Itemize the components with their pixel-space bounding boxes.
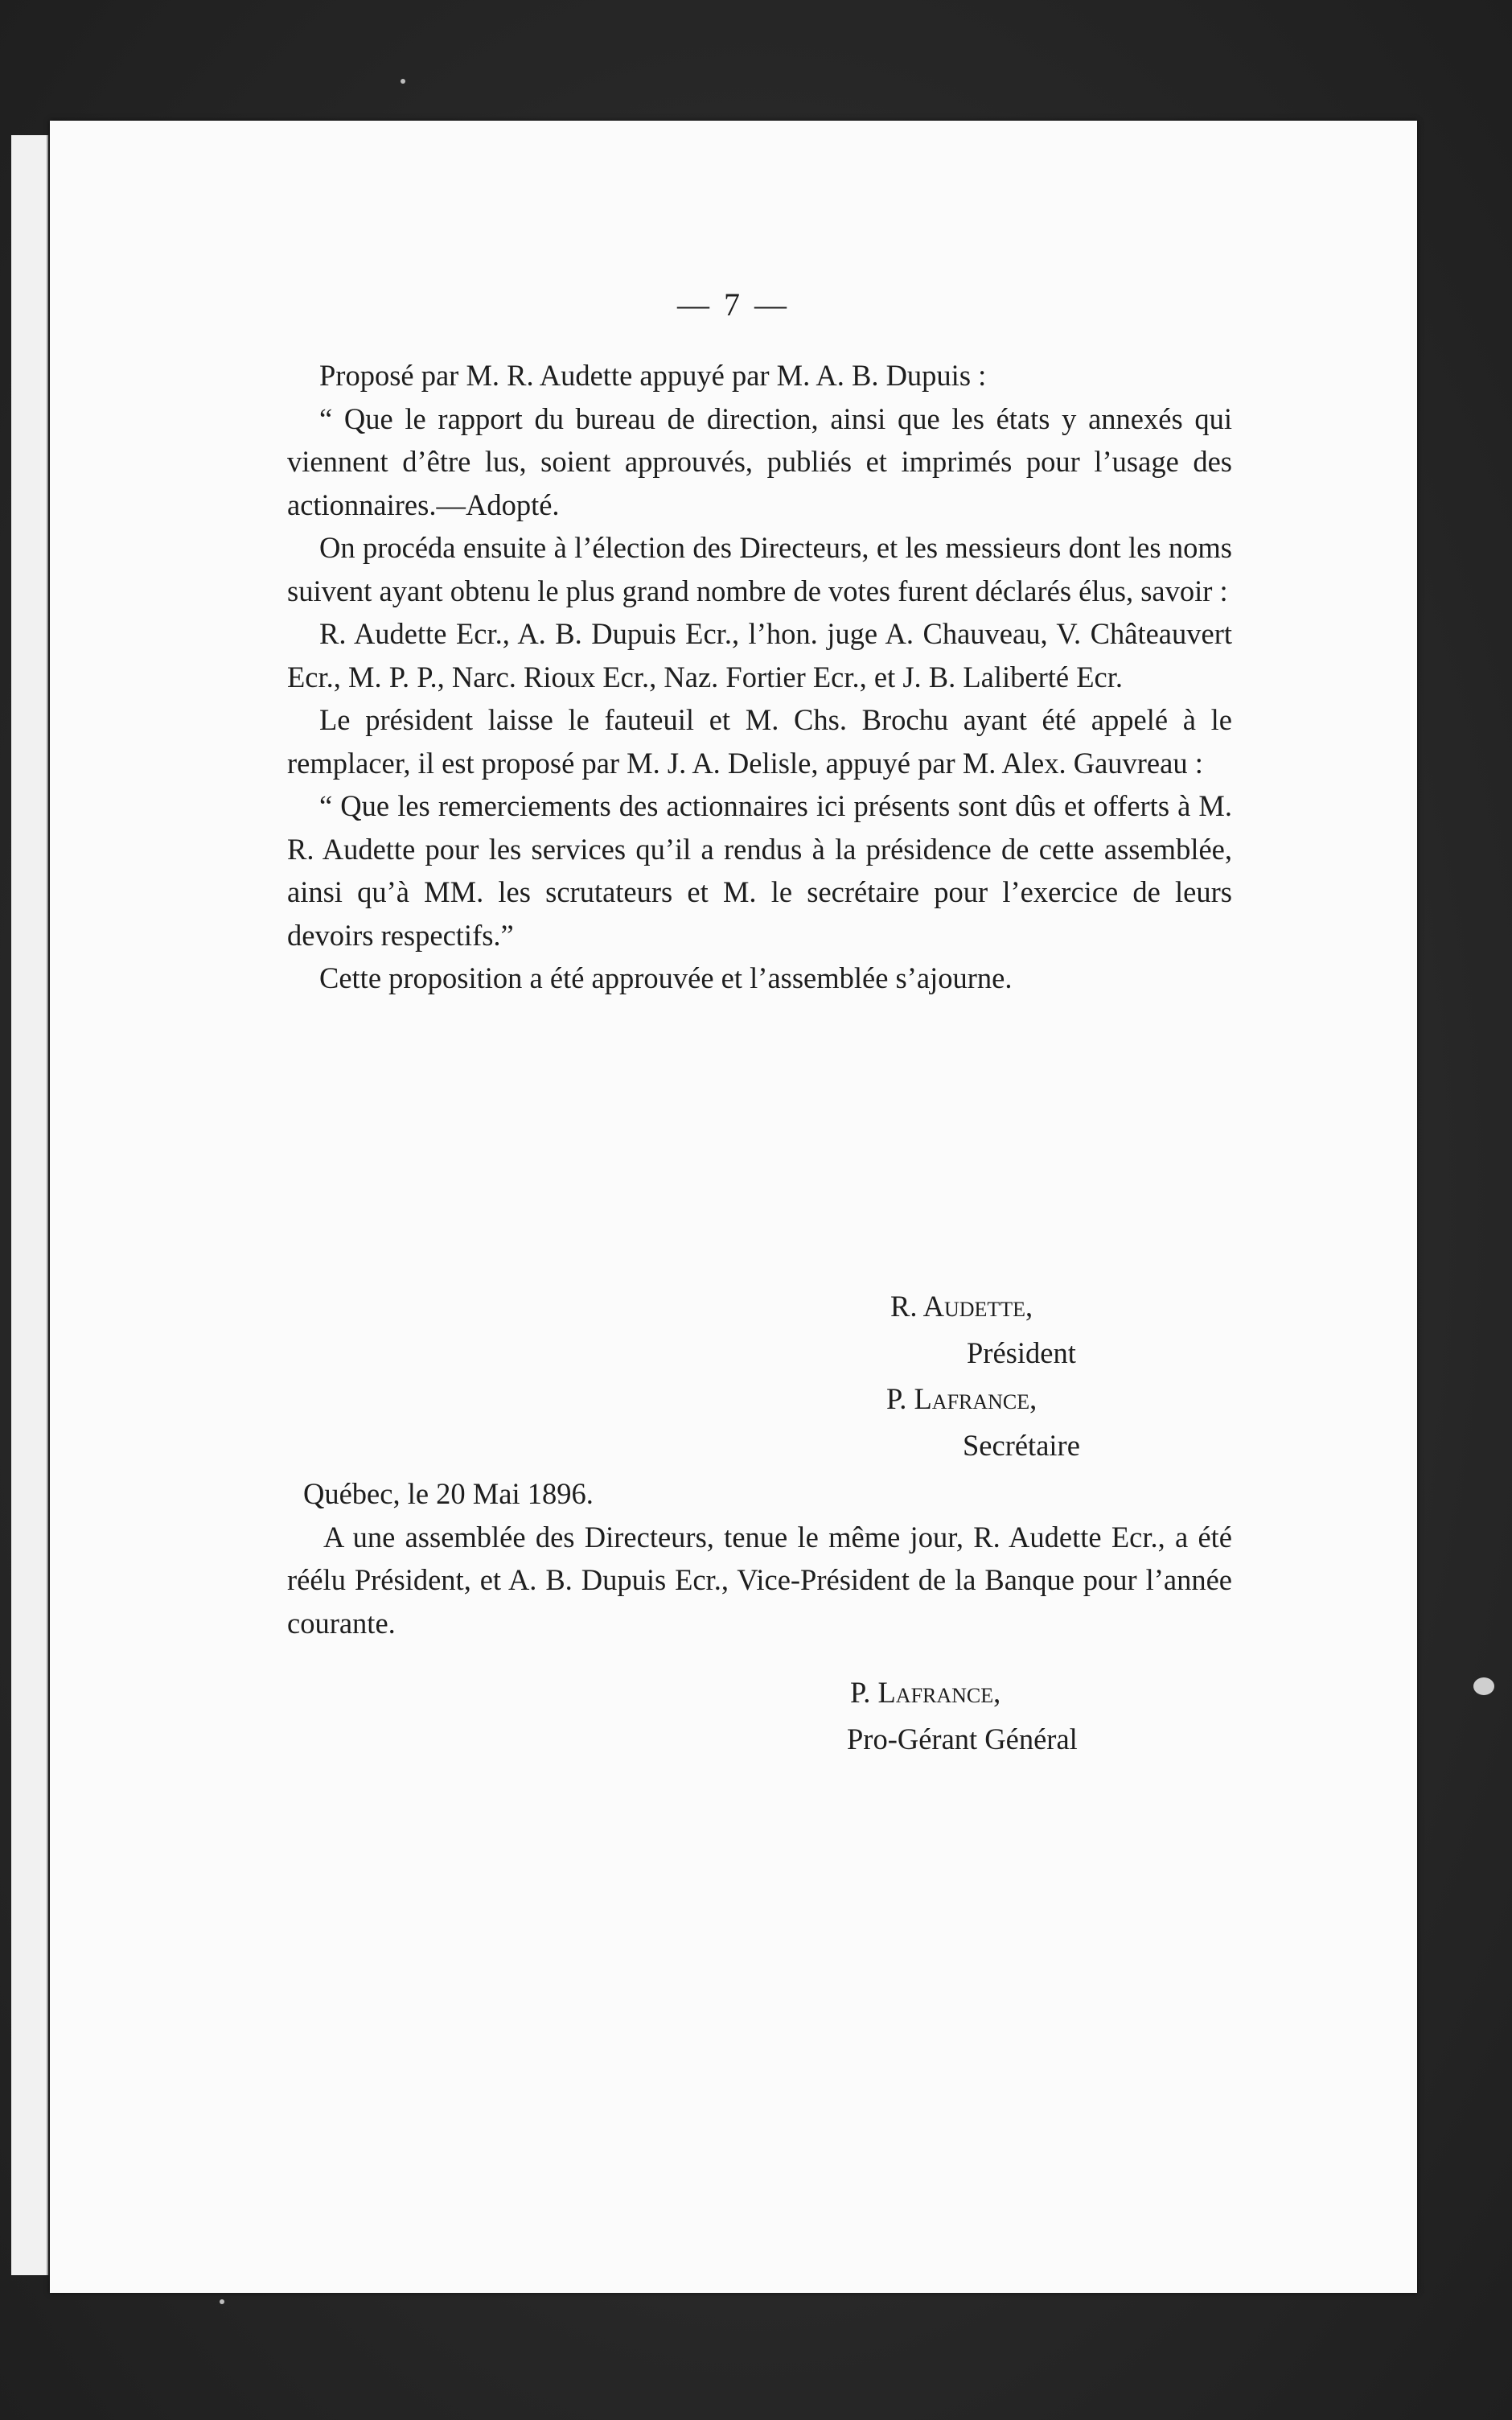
paragraph-directors-meeting: A une assemblée des Directeurs, tenue le même jour, R. Audette Ecr., a été réélu Président, et A. B. Dupuis Ecr., Vice-Président de la Banque pour l’année courante. [287, 1520, 1232, 1640]
signature-title: Secrétaire [963, 1429, 1080, 1462]
document-page [50, 121, 1417, 2293]
signature-title: Pro-Gérant Général [847, 1722, 1078, 1755]
paragraph-proposal: Proposé par M. R. Audette appuyé par M. A. B. Dupuis : [319, 359, 987, 392]
paragraph-elected-directors: R. Audette Ecr., A. B. Dupuis Ecr., l’hon. juge A. Chauveau, V. Châteauvert Ecr., M. P. P., Narc. Rioux Ecr., Naz. Fortier Ecr., et J. B. Laliberté Ecr. [287, 617, 1232, 693]
scan-speck [401, 79, 405, 84]
paragraph-election: On procéda ensuite à l’élection des Directeurs, et les messieurs dont les noms suivent ayant obtenu le plus grand nombre de votes furent déclarés élus, savoir : [287, 531, 1232, 607]
minutes-body [287, 354, 1232, 1000]
page-number: — 7 — [677, 286, 790, 323]
signature-secretary [886, 1376, 1080, 1469]
signature-name: P. Lafrance, [886, 1382, 1037, 1415]
signature-title: Président [967, 1336, 1076, 1369]
paragraph-adjournment: Cette proposition a été approuvée et l’assemblée s’ajourne. [319, 961, 1013, 994]
paragraph-resolution-thanks: “ Que les remerciements des actionnaires ici présents sont dûs et offerts à M. R. Audette pour les services qu’il a rendus à la présidence de cette assemblée, ainsi qu’à MM. les scrutateurs et M. le secrétaire pour l’exercice de leurs devoirs respectifs.” [287, 789, 1232, 952]
signature-president [890, 1283, 1076, 1377]
signature-name: P. Lafrance, [850, 1676, 1001, 1709]
closing-section [287, 1472, 1232, 1644]
signature-pro-manager [847, 1669, 1078, 1763]
paragraph-resolution-report: “ Que le rapport du bureau de direction, ainsi que les états y annexés qui viennent d’être lus, soient approuvés, publiés et imprimés pour l’usage des actionnaires.—Adopté. [287, 401, 1232, 521]
scan-speck [1473, 1677, 1494, 1695]
scan-speck [220, 2299, 224, 2304]
signature-name: R. Audette, [890, 1290, 1033, 1323]
date-line: Québec, le 20 Mai 1896. [303, 1477, 594, 1510]
paragraph-chair-change: Le président laisse le fauteuil et M. Chs. Brochu ayant été appelé à le remplacer, il est proposé par M. J. A. Delisle, appuyé par M. Alex. Gauvreau : [287, 703, 1232, 780]
